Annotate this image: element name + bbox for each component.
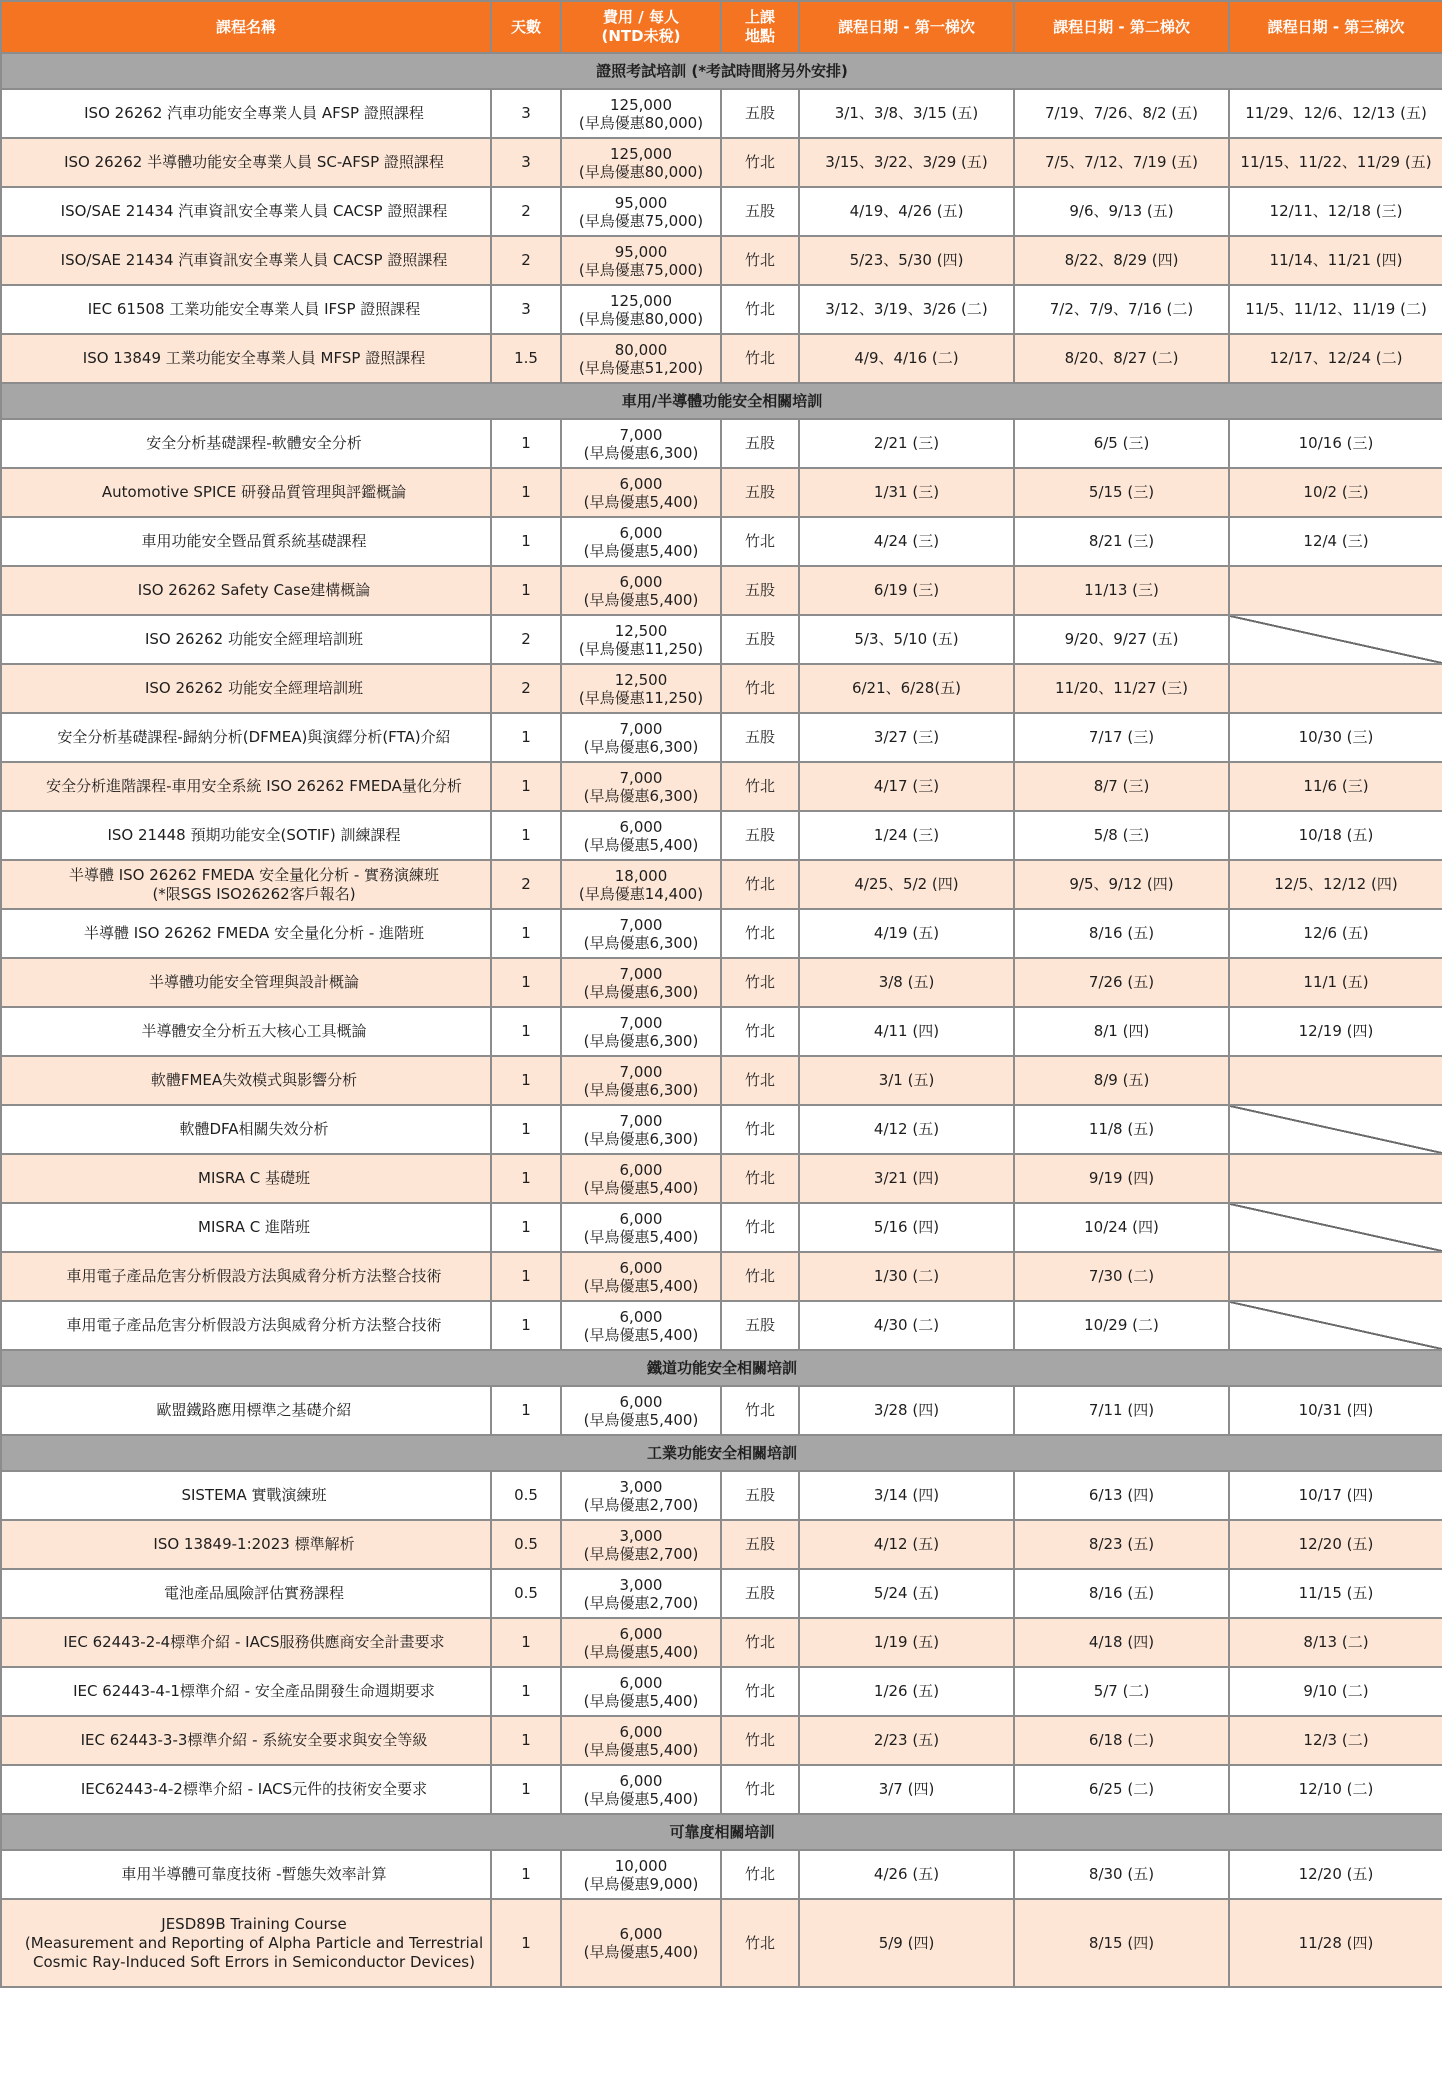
course-name: MISRA C 基礎班 — [1, 1154, 491, 1203]
table-row — [1, 187, 1442, 236]
date-batch-2: 8/16 (五) — [1014, 1569, 1229, 1618]
table-row — [1, 89, 1442, 138]
table-row — [1, 1301, 1442, 1350]
days: 2 — [491, 860, 561, 909]
date-batch-3: 12/11、12/18 (三) — [1229, 187, 1442, 236]
date-batch-3: 12/5、12/12 (四) — [1229, 860, 1442, 909]
date-batch-1: 5/16 (四) — [799, 1203, 1014, 1252]
fee: 6,000 (早鳥優惠5,400) — [561, 517, 721, 566]
header-date-1: 課程日期 - 第一梯次 — [799, 1, 1014, 53]
date-batch-1: 3/1 (五) — [799, 1056, 1014, 1105]
date-batch-3: 12/20 (五) — [1229, 1850, 1442, 1899]
course-name: MISRA C 進階班 — [1, 1203, 491, 1252]
date-batch-2: 9/20、9/27 (五) — [1014, 615, 1229, 664]
date-batch-1: 3/1、3/8、3/15 (五) — [799, 89, 1014, 138]
location: 竹北 — [721, 1386, 799, 1435]
date-batch-1: 4/12 (五) — [799, 1105, 1014, 1154]
date-batch-2: 7/30 (二) — [1014, 1252, 1229, 1301]
days: 1 — [491, 1105, 561, 1154]
location: 竹北 — [721, 138, 799, 187]
table-row — [1, 1667, 1442, 1716]
days: 1 — [491, 1056, 561, 1105]
course-name: 車用電子產品危害分析假設方法與威脅分析方法整合技術 — [1, 1252, 491, 1301]
date-batch-2: 8/20、8/27 (二) — [1014, 334, 1229, 383]
location: 竹北 — [721, 1154, 799, 1203]
table-row — [1, 713, 1442, 762]
date-batch-1: 2/21 (三) — [799, 419, 1014, 468]
days: 1 — [491, 468, 561, 517]
days: 1 — [491, 1386, 561, 1435]
date-batch-3: 12/10 (二) — [1229, 1765, 1442, 1814]
date-batch-2: 7/19、7/26、8/2 (五) — [1014, 89, 1229, 138]
days: 0.5 — [491, 1569, 561, 1618]
fee: 7,000 (早鳥優惠6,300) — [561, 909, 721, 958]
days: 3 — [491, 138, 561, 187]
date-batch-3: 11/1 (五) — [1229, 958, 1442, 1007]
location: 五股 — [721, 468, 799, 517]
days: 3 — [491, 89, 561, 138]
fee: 7,000 (早鳥優惠6,300) — [561, 713, 721, 762]
course-name: IEC 62443-4-1標準介紹 - 安全產品開發生命週期要求 — [1, 1667, 491, 1716]
location: 五股 — [721, 615, 799, 664]
date-batch-3: 11/5、11/12、11/19 (二) — [1229, 285, 1442, 334]
date-batch-3: 10/17 (四) — [1229, 1471, 1442, 1520]
course-name: 歐盟鐵路應用標準之基礎介紹 — [1, 1386, 491, 1435]
course-name: 軟體DFA相關失效分析 — [1, 1105, 491, 1154]
location: 竹北 — [721, 285, 799, 334]
date-batch-none — [1229, 1301, 1442, 1350]
fee: 6,000 (早鳥優惠5,400) — [561, 1618, 721, 1667]
date-batch-1: 3/15、3/22、3/29 (五) — [799, 138, 1014, 187]
date-batch-3: 12/3 (二) — [1229, 1716, 1442, 1765]
table-row — [1, 1386, 1442, 1435]
date-batch-none — [1229, 615, 1442, 664]
date-batch-3: 9/10 (二) — [1229, 1667, 1442, 1716]
course-name: ISO/SAE 21434 汽車資訊安全專業人員 CACSP 證照課程 — [1, 187, 491, 236]
days: 1 — [491, 1203, 561, 1252]
fee: 95,000 (早鳥優惠75,000) — [561, 236, 721, 285]
date-batch-2: 8/9 (五) — [1014, 1056, 1229, 1105]
course-name: 半導體 ISO 26262 FMEDA 安全量化分析 - 實務演練班 (*限SGS ISO26262客戶報名) — [1, 860, 491, 909]
location: 竹北 — [721, 664, 799, 713]
course-name: 軟體FMEA失效模式與影響分析 — [1, 1056, 491, 1105]
fee: 6,000 (早鳥優惠5,400) — [561, 1301, 721, 1350]
date-batch-1: 4/25、5/2 (四) — [799, 860, 1014, 909]
location: 竹北 — [721, 762, 799, 811]
fee: 6,000 (早鳥優惠5,400) — [561, 1252, 721, 1301]
location: 竹北 — [721, 1618, 799, 1667]
course-name: 半導體安全分析五大核心工具概論 — [1, 1007, 491, 1056]
days: 2 — [491, 615, 561, 664]
location: 竹北 — [721, 1105, 799, 1154]
date-batch-2: 8/7 (三) — [1014, 762, 1229, 811]
date-batch-2: 8/1 (四) — [1014, 1007, 1229, 1056]
date-batch-2: 11/13 (三) — [1014, 566, 1229, 615]
date-batch-3: 11/28 (四) — [1229, 1899, 1442, 1987]
days: 1 — [491, 566, 561, 615]
date-batch-1: 3/7 (四) — [799, 1765, 1014, 1814]
days: 1 — [491, 713, 561, 762]
location: 五股 — [721, 1569, 799, 1618]
date-batch-2: 4/18 (四) — [1014, 1618, 1229, 1667]
date-batch-1: 5/24 (五) — [799, 1569, 1014, 1618]
section-header-row — [1, 53, 1442, 89]
table-row — [1, 419, 1442, 468]
date-batch-3: 10/2 (三) — [1229, 468, 1442, 517]
course-name: 車用半導體可靠度技術 -暫態失效率計算 — [1, 1850, 491, 1899]
days: 0.5 — [491, 1520, 561, 1569]
date-batch-none — [1229, 1203, 1442, 1252]
date-batch-2: 10/29 (二) — [1014, 1301, 1229, 1350]
date-batch-1: 6/19 (三) — [799, 566, 1014, 615]
date-batch-1: 4/26 (五) — [799, 1850, 1014, 1899]
fee: 6,000 (早鳥優惠5,400) — [561, 1765, 721, 1814]
date-batch-1: 4/30 (二) — [799, 1301, 1014, 1350]
date-batch-3: 11/14、11/21 (四) — [1229, 236, 1442, 285]
location: 五股 — [721, 1301, 799, 1350]
table-row — [1, 1765, 1442, 1814]
date-batch-1: 4/17 (三) — [799, 762, 1014, 811]
date-batch-1: 4/19 (五) — [799, 909, 1014, 958]
section-title: 鐵道功能安全相關培訓 — [1, 1350, 1442, 1386]
table-row — [1, 517, 1442, 566]
date-batch-1: 1/24 (三) — [799, 811, 1014, 860]
fee: 10,000 (早鳥優惠9,000) — [561, 1850, 721, 1899]
location: 五股 — [721, 1520, 799, 1569]
section-title: 工業功能安全相關培訓 — [1, 1435, 1442, 1471]
table-row — [1, 762, 1442, 811]
date-batch-1: 4/24 (三) — [799, 517, 1014, 566]
fee: 18,000 (早鳥優惠14,400) — [561, 860, 721, 909]
fee: 6,000 (早鳥優惠5,400) — [561, 566, 721, 615]
fee: 12,500 (早鳥優惠11,250) — [561, 664, 721, 713]
location: 五股 — [721, 713, 799, 762]
date-batch-1: 2/23 (五) — [799, 1716, 1014, 1765]
date-batch-3: 8/13 (二) — [1229, 1618, 1442, 1667]
days: 1 — [491, 1252, 561, 1301]
date-batch-1: 3/12、3/19、3/26 (二) — [799, 285, 1014, 334]
fee: 7,000 (早鳥優惠6,300) — [561, 419, 721, 468]
days: 2 — [491, 236, 561, 285]
course-name: Automotive SPICE 研發品質管理與評鑑概論 — [1, 468, 491, 517]
date-batch-3: 10/30 (三) — [1229, 713, 1442, 762]
course-name: IEC62443-4-2標準介紹 - IACS元件的技術安全要求 — [1, 1765, 491, 1814]
fee: 125,000 (早鳥優惠80,000) — [561, 285, 721, 334]
section-title: 證照考試培訓 (*考試時間將另外安排) — [1, 53, 1442, 89]
table-row — [1, 664, 1442, 713]
fee: 3,000 (早鳥優惠2,700) — [561, 1569, 721, 1618]
date-batch-2: 7/5、7/12、7/19 (五) — [1014, 138, 1229, 187]
date-batch-2: 6/25 (二) — [1014, 1765, 1229, 1814]
table-row — [1, 1056, 1442, 1105]
fee: 7,000 (早鳥優惠6,300) — [561, 1007, 721, 1056]
fee: 6,000 (早鳥優惠5,400) — [561, 1386, 721, 1435]
days: 1 — [491, 1618, 561, 1667]
header-location: 上課 地點 — [721, 1, 799, 53]
header-row — [1, 1, 1442, 53]
table-row — [1, 1471, 1442, 1520]
course-name: ISO 13849 工業功能安全專業人員 MFSP 證照課程 — [1, 334, 491, 383]
date-batch-2: 7/17 (三) — [1014, 713, 1229, 762]
date-batch-2: 6/5 (三) — [1014, 419, 1229, 468]
date-batch-3: 10/16 (三) — [1229, 419, 1442, 468]
days: 1 — [491, 1667, 561, 1716]
days: 1 — [491, 1716, 561, 1765]
date-batch-2: 8/30 (五) — [1014, 1850, 1229, 1899]
date-batch-2: 5/7 (二) — [1014, 1667, 1229, 1716]
fee: 125,000 (早鳥優惠80,000) — [561, 138, 721, 187]
table-row — [1, 1850, 1442, 1899]
date-batch-2: 5/8 (三) — [1014, 811, 1229, 860]
location: 五股 — [721, 187, 799, 236]
course-name: ISO 26262 功能安全經理培訓班 — [1, 615, 491, 664]
table-row — [1, 860, 1442, 909]
fee: 3,000 (早鳥優惠2,700) — [561, 1520, 721, 1569]
date-batch-2: 8/23 (五) — [1014, 1520, 1229, 1569]
date-batch-1: 5/3、5/10 (五) — [799, 615, 1014, 664]
course-name: 安全分析基礎課程-軟體安全分析 — [1, 419, 491, 468]
course-name: ISO 13849-1:2023 標準解析 — [1, 1520, 491, 1569]
location: 竹北 — [721, 1007, 799, 1056]
days: 1 — [491, 762, 561, 811]
days: 1 — [491, 1154, 561, 1203]
fee: 7,000 (早鳥優惠6,300) — [561, 1105, 721, 1154]
date-batch-3: 10/18 (五) — [1229, 811, 1442, 860]
date-batch-2: 10/24 (四) — [1014, 1203, 1229, 1252]
date-batch-none — [1229, 1056, 1442, 1105]
course-name: ISO/SAE 21434 汽車資訊安全專業人員 CACSP 證照課程 — [1, 236, 491, 285]
days: 1 — [491, 419, 561, 468]
course-name: IEC 61508 工業功能安全專業人員 IFSP 證照課程 — [1, 285, 491, 334]
date-batch-2: 6/13 (四) — [1014, 1471, 1229, 1520]
days: 1 — [491, 811, 561, 860]
course-name: 電池產品風險評估實務課程 — [1, 1569, 491, 1618]
course-name: 半導體 ISO 26262 FMEDA 安全量化分析 - 進階班 — [1, 909, 491, 958]
date-batch-1: 1/31 (三) — [799, 468, 1014, 517]
table-row — [1, 334, 1442, 383]
date-batch-2: 8/16 (五) — [1014, 909, 1229, 958]
date-batch-1: 4/12 (五) — [799, 1520, 1014, 1569]
location: 竹北 — [721, 236, 799, 285]
table-row — [1, 1007, 1442, 1056]
course-name: 安全分析基礎課程-歸納分析(DFMEA)與演繹分析(FTA)介紹 — [1, 713, 491, 762]
location: 竹北 — [721, 334, 799, 383]
date-batch-3: 11/6 (三) — [1229, 762, 1442, 811]
location: 竹北 — [721, 1203, 799, 1252]
date-batch-1: 6/21、6/28(五) — [799, 664, 1014, 713]
days: 1 — [491, 909, 561, 958]
location: 竹北 — [721, 1056, 799, 1105]
fee: 95,000 (早鳥優惠75,000) — [561, 187, 721, 236]
location: 竹北 — [721, 1716, 799, 1765]
location: 竹北 — [721, 1667, 799, 1716]
table-row — [1, 1520, 1442, 1569]
location: 竹北 — [721, 958, 799, 1007]
section-title: 車用/半導體功能安全相關培訓 — [1, 383, 1442, 419]
location: 竹北 — [721, 1899, 799, 1987]
header-date-2: 課程日期 - 第二梯次 — [1014, 1, 1229, 53]
course-name: SISTEMA 實戰演練班 — [1, 1471, 491, 1520]
days: 0.5 — [491, 1471, 561, 1520]
days: 2 — [491, 664, 561, 713]
date-batch-3: 12/20 (五) — [1229, 1520, 1442, 1569]
days: 3 — [491, 285, 561, 334]
table-row — [1, 285, 1442, 334]
fee: 125,000 (早鳥優惠80,000) — [561, 89, 721, 138]
date-batch-3: 11/29、12/6、12/13 (五) — [1229, 89, 1442, 138]
header-course-name: 課程名稱 — [1, 1, 491, 53]
date-batch-2: 8/21 (三) — [1014, 517, 1229, 566]
fee: 6,000 (早鳥優惠5,400) — [561, 1667, 721, 1716]
course-name: ISO 26262 Safety Case建構概論 — [1, 566, 491, 615]
date-batch-1: 1/19 (五) — [799, 1618, 1014, 1667]
table-row — [1, 909, 1442, 958]
table-row — [1, 615, 1442, 664]
date-batch-2: 5/15 (三) — [1014, 468, 1229, 517]
date-batch-2: 7/2、7/9、7/16 (二) — [1014, 285, 1229, 334]
table-row — [1, 958, 1442, 1007]
date-batch-1: 1/30 (二) — [799, 1252, 1014, 1301]
header-date-3: 課程日期 - 第三梯次 — [1229, 1, 1442, 53]
date-batch-3: 11/15、11/22、11/29 (五) — [1229, 138, 1442, 187]
table-row — [1, 1105, 1442, 1154]
section-header-row — [1, 383, 1442, 419]
days: 1 — [491, 517, 561, 566]
date-batch-1: 3/28 (四) — [799, 1386, 1014, 1435]
table-row — [1, 1716, 1442, 1765]
fee: 6,000 (早鳥優惠5,400) — [561, 1154, 721, 1203]
course-name: 半導體功能安全管理與設計概論 — [1, 958, 491, 1007]
fee: 7,000 (早鳥優惠6,300) — [561, 762, 721, 811]
date-batch-none — [1229, 1105, 1442, 1154]
date-batch-3: 12/4 (三) — [1229, 517, 1442, 566]
course-name: IEC 62443-2-4標準介紹 - IACS服務供應商安全計畫要求 — [1, 1618, 491, 1667]
date-batch-none — [1229, 566, 1442, 615]
date-batch-none — [1229, 1252, 1442, 1301]
date-batch-2: 9/19 (四) — [1014, 1154, 1229, 1203]
location: 竹北 — [721, 517, 799, 566]
section-header-row — [1, 1814, 1442, 1850]
location: 竹北 — [721, 909, 799, 958]
date-batch-3: 11/15 (五) — [1229, 1569, 1442, 1618]
date-batch-2: 9/6、9/13 (五) — [1014, 187, 1229, 236]
date-batch-none — [1229, 1154, 1442, 1203]
date-batch-1: 3/27 (三) — [799, 713, 1014, 762]
location: 竹北 — [721, 1850, 799, 1899]
date-batch-1: 4/9、4/16 (二) — [799, 334, 1014, 383]
location: 竹北 — [721, 860, 799, 909]
course-name: JESD89B Training Course (Measurement and Reporting of Alpha Particle and Terrestrial Cosmic Ray-Induced Soft Errors in Semiconductor Devices) — [1, 1899, 491, 1987]
header-days: 天數 — [491, 1, 561, 53]
fee: 6,000 (早鳥優惠5,400) — [561, 1899, 721, 1987]
course-table-body — [1, 53, 1442, 1987]
fee: 3,000 (早鳥優惠2,700) — [561, 1471, 721, 1520]
fee: 6,000 (早鳥優惠5,400) — [561, 468, 721, 517]
date-batch-1: 5/9 (四) — [799, 1899, 1014, 1987]
date-batch-3: 12/17、12/24 (二) — [1229, 334, 1442, 383]
course-name: ISO 26262 半導體功能安全專業人員 SC-AFSP 證照課程 — [1, 138, 491, 187]
days: 1 — [491, 1899, 561, 1987]
date-batch-2: 7/11 (四) — [1014, 1386, 1229, 1435]
days: 1 — [491, 958, 561, 1007]
table-row — [1, 1154, 1442, 1203]
days: 1.5 — [491, 334, 561, 383]
date-batch-none — [1229, 664, 1442, 713]
date-batch-3: 12/19 (四) — [1229, 1007, 1442, 1056]
days: 1 — [491, 1850, 561, 1899]
course-name: IEC 62443-3-3標準介紹 - 系統安全要求與安全等級 — [1, 1716, 491, 1765]
course-name: 安全分析進階課程-車用安全系統 ISO 26262 FMEDA量化分析 — [1, 762, 491, 811]
course-name: 車用電子產品危害分析假設方法與威脅分析方法整合技術 — [1, 1301, 491, 1350]
location: 竹北 — [721, 1252, 799, 1301]
table-row — [1, 811, 1442, 860]
days: 1 — [491, 1765, 561, 1814]
date-batch-1: 3/14 (四) — [799, 1471, 1014, 1520]
table-row — [1, 1899, 1442, 1987]
days: 1 — [491, 1007, 561, 1056]
section-title: 可靠度相關培訓 — [1, 1814, 1442, 1850]
course-name: 車用功能安全暨品質系統基礎課程 — [1, 517, 491, 566]
course-name: ISO 26262 功能安全經理培訓班 — [1, 664, 491, 713]
location: 竹北 — [721, 1765, 799, 1814]
date-batch-2: 8/22、8/29 (四) — [1014, 236, 1229, 285]
header-fee: 費用 / 每人 (NTD未稅) — [561, 1, 721, 53]
date-batch-1: 5/23、5/30 (四) — [799, 236, 1014, 285]
date-batch-3: 10/31 (四) — [1229, 1386, 1442, 1435]
table-row — [1, 138, 1442, 187]
fee: 6,000 (早鳥優惠5,400) — [561, 1716, 721, 1765]
location: 五股 — [721, 419, 799, 468]
date-batch-1: 4/19、4/26 (五) — [799, 187, 1014, 236]
date-batch-1: 4/11 (四) — [799, 1007, 1014, 1056]
table-row — [1, 566, 1442, 615]
location: 五股 — [721, 1471, 799, 1520]
date-batch-2: 11/8 (五) — [1014, 1105, 1229, 1154]
location: 五股 — [721, 89, 799, 138]
date-batch-2: 11/20、11/27 (三) — [1014, 664, 1229, 713]
table-row — [1, 468, 1442, 517]
date-batch-1: 1/26 (五) — [799, 1667, 1014, 1716]
fee: 12,500 (早鳥優惠11,250) — [561, 615, 721, 664]
date-batch-1: 3/21 (四) — [799, 1154, 1014, 1203]
date-batch-2: 7/26 (五) — [1014, 958, 1229, 1007]
date-batch-2: 6/18 (二) — [1014, 1716, 1229, 1765]
fee: 6,000 (早鳥優惠5,400) — [561, 1203, 721, 1252]
fee: 7,000 (早鳥優惠6,300) — [561, 1056, 721, 1105]
table-row — [1, 236, 1442, 285]
course-name: ISO 26262 汽車功能安全專業人員 AFSP 證照課程 — [1, 89, 491, 138]
date-batch-2: 9/5、9/12 (四) — [1014, 860, 1229, 909]
days: 1 — [491, 1301, 561, 1350]
fee: 6,000 (早鳥優惠5,400) — [561, 811, 721, 860]
location: 五股 — [721, 566, 799, 615]
section-header-row — [1, 1435, 1442, 1471]
fee: 80,000 (早鳥優惠51,200) — [561, 334, 721, 383]
date-batch-2: 8/15 (四) — [1014, 1899, 1229, 1987]
location: 五股 — [721, 811, 799, 860]
course-name: ISO 21448 預期功能安全(SOTIF) 訓練課程 — [1, 811, 491, 860]
days: 2 — [491, 187, 561, 236]
date-batch-3: 12/6 (五) — [1229, 909, 1442, 958]
date-batch-1: 3/8 (五) — [799, 958, 1014, 1007]
table-row — [1, 1569, 1442, 1618]
table-row — [1, 1203, 1442, 1252]
section-header-row — [1, 1350, 1442, 1386]
fee: 7,000 (早鳥優惠6,300) — [561, 958, 721, 1007]
table-row — [1, 1252, 1442, 1301]
table-row — [1, 1618, 1442, 1667]
